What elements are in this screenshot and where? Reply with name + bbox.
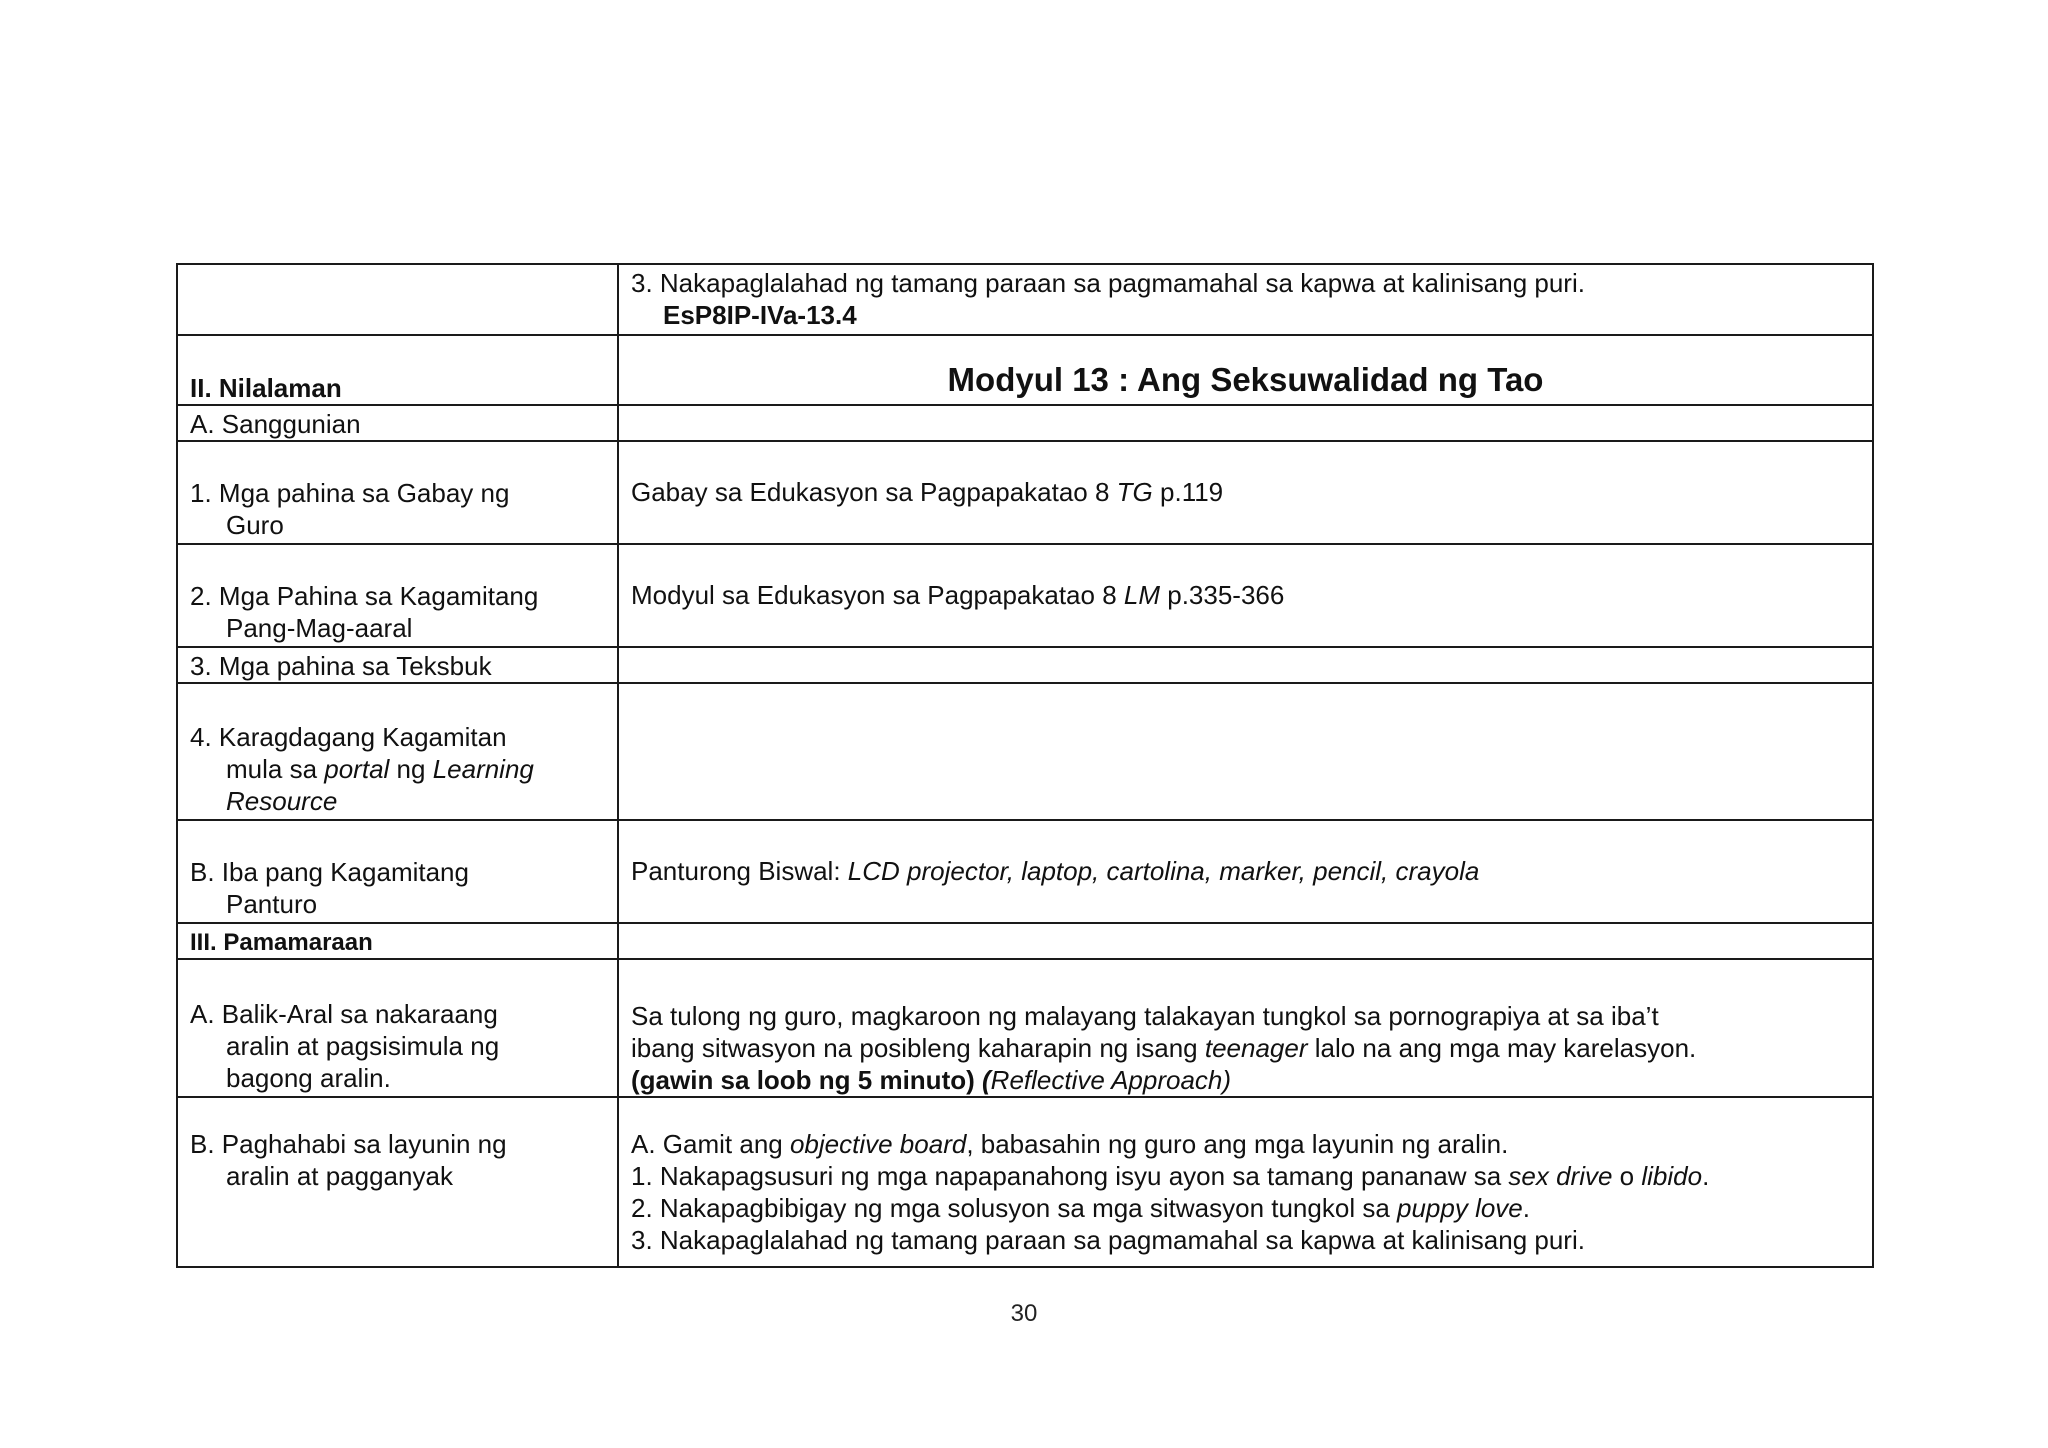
- text-segment: objective board: [789, 1129, 967, 1159]
- cell-line: [631, 360, 1860, 404]
- text-segment: LCD projector, laptop, cartolina, marker, pencil, crayola: [847, 856, 1480, 886]
- text-segment: Guro: [226, 510, 284, 540]
- cell-right-6: [618, 683, 1873, 820]
- cell-left-9: [177, 959, 618, 1097]
- cell-line: [631, 1160, 1860, 1192]
- cell-right-9: [618, 959, 1873, 1097]
- cell-left-10: [177, 1097, 618, 1267]
- cell-line: [190, 721, 605, 753]
- cell-left-6: [177, 683, 618, 820]
- text-segment: Sa tulong ng guro, magkaroon ng malayang talakayan tungkol sa pornograpiya at sa iba’t: [631, 1001, 1659, 1031]
- cell-right-2: [618, 405, 1873, 441]
- cell-line: [190, 888, 605, 920]
- cell-left-4: [177, 544, 618, 647]
- text-segment: libido: [1641, 1161, 1703, 1191]
- text-segment: A. Balik-Aral sa nakaraang: [190, 999, 498, 1029]
- text-segment: ibang sitwasyon na posibleng kaharapin ng isang: [631, 1033, 1205, 1063]
- text-segment: 2. Mga Pahina sa Kagamitang: [190, 581, 539, 611]
- cell-right-7: [618, 820, 1873, 923]
- text-segment: bagong aralin.: [226, 1063, 391, 1093]
- cell-line: [631, 299, 1860, 331]
- cell-line: [631, 1032, 1860, 1064]
- text-segment: ng: [389, 754, 433, 784]
- table-row-nilalaman: [177, 335, 1873, 405]
- cell-line: [190, 998, 605, 1030]
- text-segment: aralin at pagsisimula ng: [226, 1031, 500, 1061]
- text-segment: TG: [1116, 477, 1153, 507]
- cell-line: [190, 1160, 605, 1192]
- text-segment: 3. Nakapaglalahad ng tamang paraan sa pagmamahal sa kapwa at kalinisang puri.: [631, 1225, 1585, 1255]
- text-segment: Learning: [432, 754, 534, 784]
- table-row-balik-aral: [177, 959, 1873, 1097]
- text-segment: B. Iba pang Kagamitang: [190, 857, 469, 887]
- table-row-paghahabi-layunin: [177, 1097, 1873, 1267]
- text-segment: A. Sanggunian: [190, 409, 361, 439]
- table-row-karagdagang-kagamitan: [177, 683, 1873, 820]
- text-segment: Modyul 13 : Ang Seksuwalidad ng Tao: [947, 361, 1544, 398]
- text-segment: (: [982, 1065, 991, 1095]
- cell-line: [190, 1062, 605, 1094]
- cell-line: [190, 856, 605, 888]
- text-segment: A. Gamit ang: [631, 1129, 790, 1159]
- text-segment: Modyul sa Edukasyon sa Pagpapakatao 8: [631, 580, 1124, 610]
- cell-right-0: [618, 264, 1873, 335]
- cell-left-8: [177, 923, 618, 959]
- cell-line: [631, 1192, 1860, 1224]
- cell-line: [631, 855, 1860, 887]
- cell-line: [190, 1128, 605, 1160]
- text-segment: p.335-366: [1160, 580, 1285, 610]
- text-segment: LM: [1123, 580, 1161, 610]
- cell-line: [631, 1128, 1860, 1160]
- text-segment: Resource: [226, 786, 338, 816]
- cell-line: [190, 785, 605, 817]
- text-segment: 4. Karagdagang Kagamitan: [190, 722, 507, 752]
- cell-right-5: [618, 647, 1873, 683]
- text-segment: , babasahin ng guro ang mga layunin ng aralin.: [966, 1129, 1509, 1159]
- cell-line: [631, 1224, 1860, 1256]
- text-segment: sex drive: [1508, 1161, 1613, 1191]
- table-row-teksbuk: [177, 647, 1873, 683]
- cell-right-10: [618, 1097, 1873, 1267]
- cell-line: [631, 267, 1860, 299]
- cell-left-1: [177, 335, 618, 405]
- page-number: 30: [1010, 1300, 1038, 1327]
- cell-line: [190, 1030, 605, 1062]
- text-segment: .: [1702, 1161, 1710, 1191]
- text-segment: p.119: [1152, 477, 1224, 507]
- text-segment: mula sa: [226, 754, 325, 784]
- cell-right-3: [618, 441, 1873, 544]
- text-segment: o: [1612, 1161, 1642, 1191]
- text-segment: B. Paghahabi sa layunin ng: [190, 1129, 507, 1159]
- text-segment: lalo na ang mga may karelasyon.: [1307, 1033, 1697, 1063]
- text-segment: Panturo: [226, 889, 318, 919]
- table-row-objective-3: [177, 264, 1873, 335]
- text-segment: 1. Nakapagsusuri ng mga napapanahong isyu ayon sa tamang pananaw sa: [631, 1161, 1509, 1191]
- cell-line: [631, 1000, 1860, 1032]
- cell-line: [631, 1064, 1860, 1096]
- text-segment: .: [1522, 1193, 1530, 1223]
- cell-line: [190, 580, 605, 612]
- cell-right-4: [618, 544, 1873, 647]
- cell-left-7: [177, 820, 618, 923]
- cell-line: [631, 476, 1860, 508]
- cell-line: [190, 753, 605, 785]
- table-row-kagamitang-mag-aaral: [177, 544, 1873, 647]
- text-segment: puppy love: [1397, 1193, 1523, 1223]
- cell-left-2: [177, 405, 618, 441]
- cell-line: [190, 928, 605, 958]
- text-segment: Gabay sa Edukasyon sa Pagpapakatao 8: [631, 477, 1117, 507]
- cell-line: [190, 650, 605, 682]
- text-segment: aralin at pagganyak: [226, 1161, 453, 1191]
- cell-left-3: [177, 441, 618, 544]
- text-segment: III. Pamamaraan: [190, 929, 373, 956]
- cell-line: [631, 579, 1860, 611]
- table-row-iba-pang-kagamitan: [177, 820, 1873, 923]
- cell-line: [190, 372, 605, 404]
- text-segment: teenager: [1204, 1033, 1308, 1063]
- cell-line: [190, 408, 605, 440]
- text-segment: 3. Nakapaglalahad ng tamang paraan sa pagmamahal sa kapwa at kalinisang puri.: [631, 268, 1585, 298]
- lesson-plan-table: [176, 263, 1874, 1268]
- text-segment: 3. Mga pahina sa Teksbuk: [190, 651, 492, 681]
- table-row-gabay-guro: [177, 441, 1873, 544]
- cell-line: [190, 477, 605, 509]
- cell-line: [190, 612, 605, 644]
- text-segment: 1. Mga pahina sa Gabay ng: [190, 478, 510, 508]
- table-row-pamamaraan: [177, 923, 1873, 959]
- text-segment: (gawin sa loob ng 5 minuto): [631, 1065, 982, 1095]
- text-segment: portal: [324, 754, 390, 784]
- text-segment: Pang-Mag-aaral: [226, 613, 413, 643]
- cell-left-5: [177, 647, 618, 683]
- text-segment: 2. Nakapagbibigay ng mga solusyon sa mga sitwasyon tungkol sa: [631, 1193, 1397, 1223]
- text-segment: Reflective Approach): [990, 1065, 1232, 1095]
- cell-right-1: [618, 335, 1873, 405]
- cell-right-8: [618, 923, 1873, 959]
- text-segment: Panturong Biswal:: [631, 856, 848, 886]
- cell-left-0: [177, 264, 618, 335]
- text-segment: II. Nilalaman: [190, 373, 342, 403]
- cell-line: [190, 509, 605, 541]
- text-segment: EsP8IP-IVa-13.4: [663, 300, 857, 330]
- table-row-sanggunian: [177, 405, 1873, 441]
